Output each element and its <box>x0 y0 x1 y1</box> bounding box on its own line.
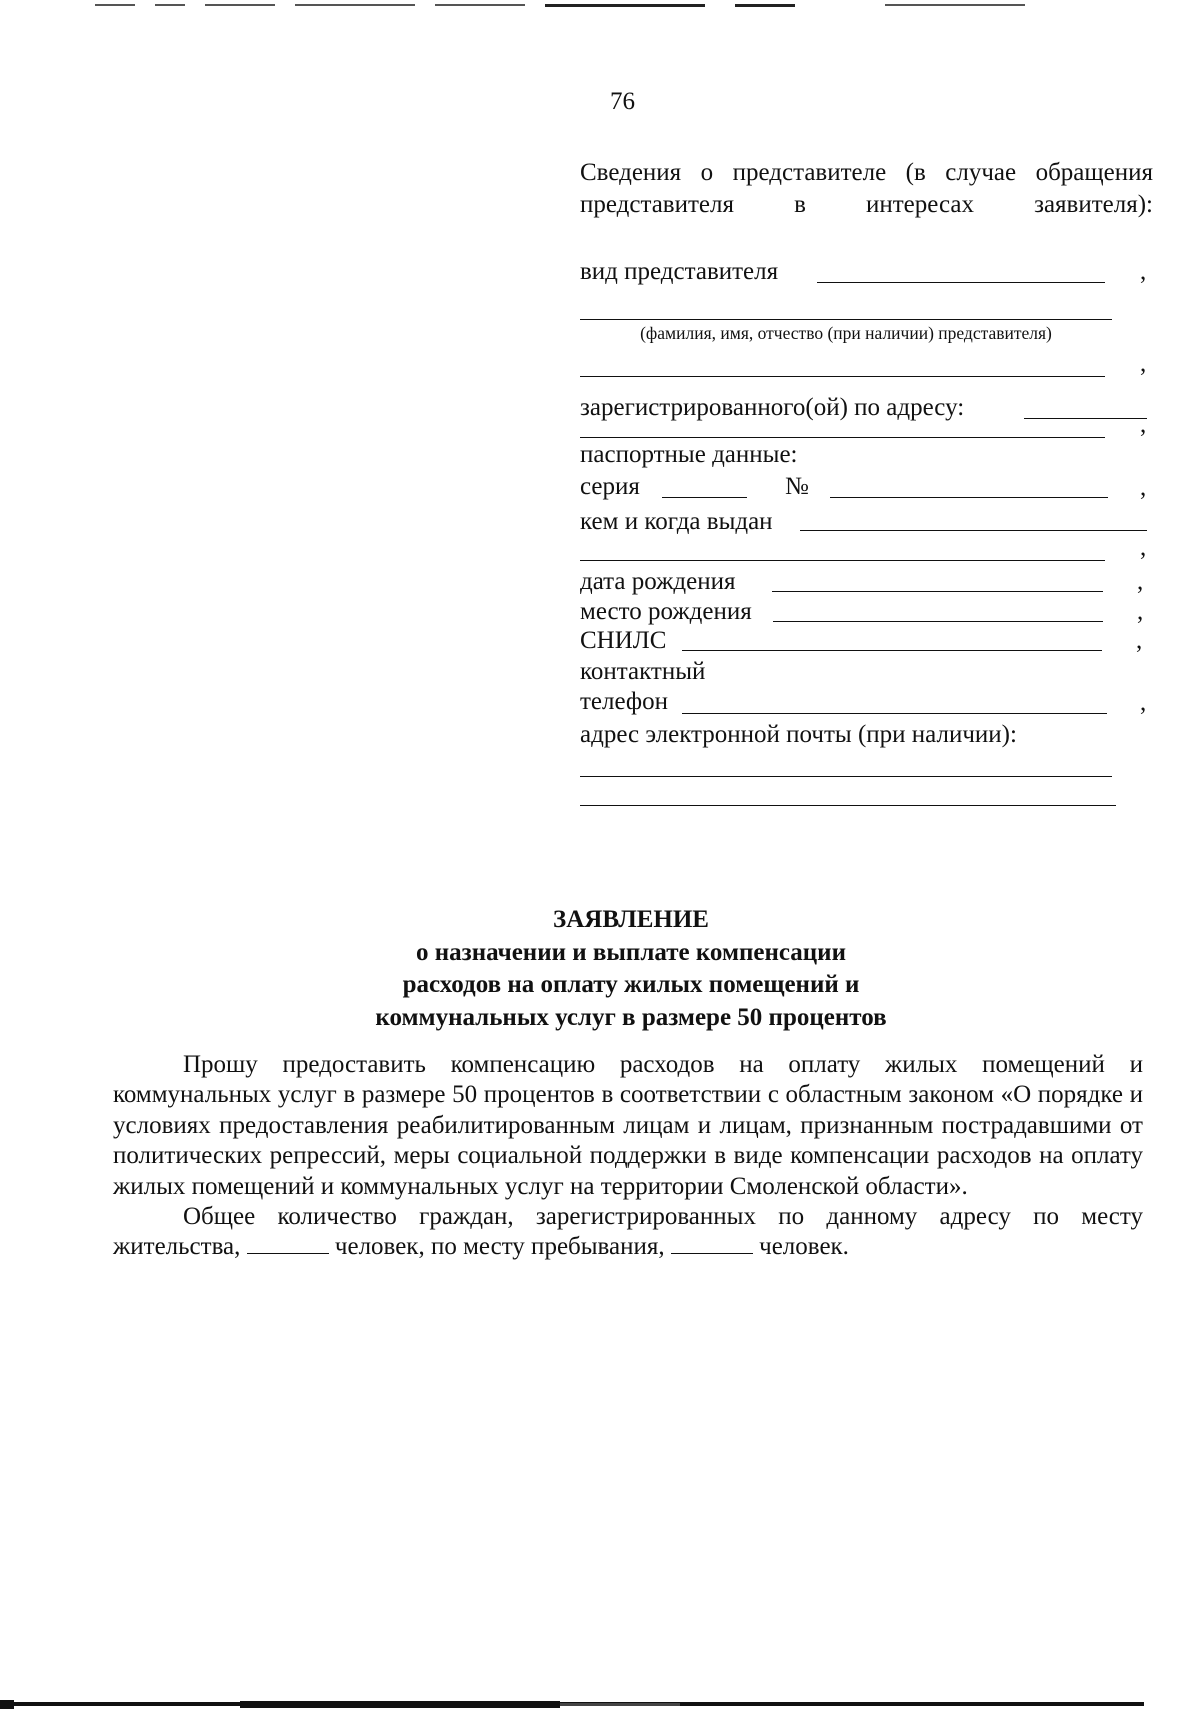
application-subtitle-line3: коммунальных услуг в размере 50 процентов <box>375 1004 887 1031</box>
representative-type-label: вид представителя <box>580 258 779 285</box>
page-number: 76 <box>610 88 635 115</box>
application-title: ЗАЯВЛЕНИЕ <box>553 906 709 933</box>
application-subtitle-line1: о назначении и выплате компенсации <box>416 939 846 966</box>
phone-label-line1: контактный <box>580 658 706 685</box>
representative-intro: Сведения о представителе (в случае обращения представителя в интересах заявителя): <box>580 159 1153 218</box>
birth-date-label: дата рождения <box>580 568 736 595</box>
registered-address-label: зарегистрированного(ой) по адресу: <box>580 394 965 421</box>
passport-number-field[interactable] <box>830 497 1108 498</box>
passport-data-label: паспортные данные: <box>580 441 798 468</box>
representative-name-field-continued[interactable] <box>580 376 1105 377</box>
residents-count-field[interactable] <box>247 1234 329 1254</box>
comma: , <box>1137 598 1144 625</box>
comma: , <box>1140 534 1147 561</box>
passport-issued-label: кем и когда выдан <box>580 508 773 535</box>
passport-issued-field[interactable] <box>800 530 1147 531</box>
passport-series-field[interactable] <box>662 497 747 498</box>
count-text-part1: Общее количество граждан, зарегистрированных по данному адресу по месту жительства, <box>113 1203 1143 1261</box>
email-label: адрес электронной почты (при наличии): <box>580 721 1017 748</box>
comma: , <box>1140 474 1147 501</box>
count-text-part2: человек, по месту пребывания, <box>334 1233 665 1261</box>
snils-field[interactable] <box>682 650 1102 651</box>
birth-place-label: место рождения <box>580 598 752 625</box>
application-subtitle-line2: расходов на оплату жилых помещений и <box>402 971 860 998</box>
representative-info <box>580 157 1153 748</box>
birth-place-field[interactable] <box>773 621 1103 622</box>
scan-artifact-top <box>95 4 1025 8</box>
representative-type-field[interactable] <box>817 282 1105 283</box>
application-paragraph-request: Прошу предоставить компенсацию расходов на оплату жилых помещений и коммунальных услуг в размере 50 процентов в соответствии с областным законом «О порядке и условиях предоставления реабилитированным лицам и лицам, признанным пострадавшими от политических репрессий, меры социальной поддержки в виде компенсации расходов на оплату жилых помещений и коммунальных услуг на территории Смоленской области». <box>113 1051 1143 1200</box>
comma: , <box>1136 627 1143 654</box>
representative-name-hint: (фамилия, имя, отчество (при наличии) представителя) <box>640 323 1052 343</box>
registered-address-field-continued[interactable] <box>580 437 1105 438</box>
comma: , <box>1140 411 1147 438</box>
passport-series-label: серия <box>580 473 640 500</box>
comma: , <box>1140 350 1147 377</box>
birth-date-field[interactable] <box>772 591 1103 592</box>
snils-label: СНИЛС <box>580 627 667 654</box>
email-field[interactable] <box>580 776 1112 777</box>
temporary-residents-count-field[interactable] <box>671 1234 753 1254</box>
comma: , <box>1137 568 1144 595</box>
comma: , <box>1140 689 1147 716</box>
count-text-part3: человек. <box>759 1233 849 1261</box>
phone-field[interactable] <box>682 713 1107 714</box>
application-body <box>113 1050 1143 1263</box>
scan-artifact-bottom <box>0 1700 1150 1709</box>
registered-address-field[interactable] <box>1024 418 1147 419</box>
passport-number-label: № <box>785 473 809 500</box>
email-field-continued[interactable] <box>580 805 1116 806</box>
application-paragraph-count <box>113 1202 1143 1263</box>
phone-label-line2: телефон <box>580 688 668 715</box>
passport-issued-field-continued[interactable] <box>580 560 1105 561</box>
comma: , <box>1140 258 1147 285</box>
representative-name-field[interactable] <box>580 319 1112 320</box>
